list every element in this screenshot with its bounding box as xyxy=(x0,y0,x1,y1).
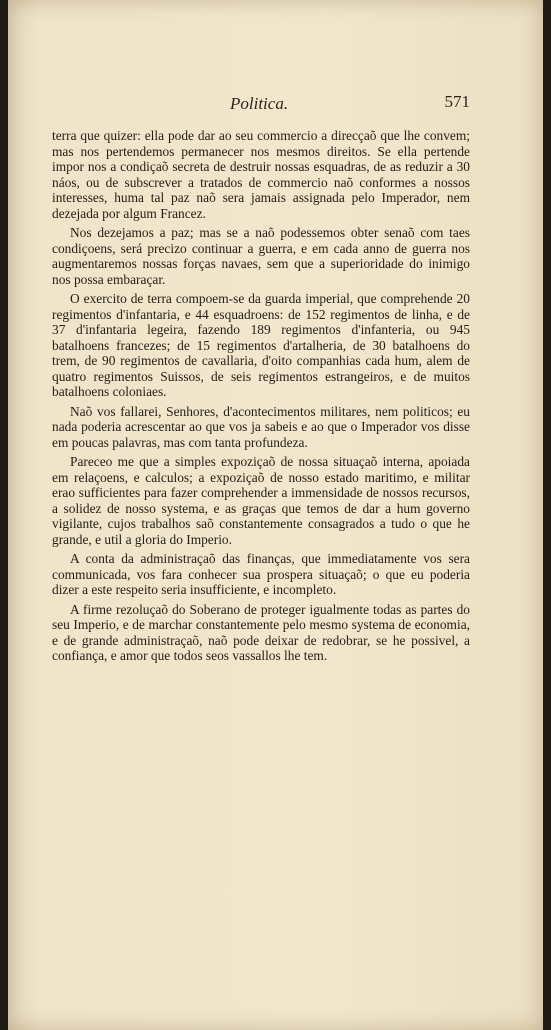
paragraph: terra que quizer: ella pode dar ao seu commercio a direcçaõ que lhe convem; mas nos pertendemos permanecer nos mesmos direitos. Se ella pertende impor nos a condiçaõ secreta de destruir nossas esquadras, de as reduzir a 30 náos, ou de subscrever a tratados de commercio naõ conformes a nossos interesses, huma tal paz naõ sera jamais assignada pelo Imperador, nem dezejada por algum Francez. xyxy=(52,128,470,221)
paragraph: A firme rezoluçaõ do Soberano de proteger igualmente todas as partes do seu Imperio, e de marchar constantemente pelo mesmo systema de economia, e de grande administraçaõ, naõ pode deixar de redobrar, se he possivel, a confiança, e amor que todos seos vassallos lhe tem. xyxy=(52,601,470,663)
paragraph: Naõ vos fallarei, Senhores, d'acontecimentos militares, nem politicos; eu nada poderia acrescentar ao que vos ja sabeis e ao que o Imperador vos disse em poucas palavras, mas com tanta profundeza. xyxy=(52,403,470,450)
page-number: 571 xyxy=(444,92,470,111)
paragraph: Pareceo me que a simples expoziçaõ de nossa situaçaõ interna, apoiada em relaçoens, e calculos; a expoziçaõ de nosso estado maritimo, e militar erao sufficientes para fazer comprehender a immensidade de nossos recursos, a solidez de nosso systema, e as graças que temos de dar a hum governo vigilante, cujos trabalhos saõ constantemente consagrados a tudo o que he grande, e util a gloria do Imperio. xyxy=(52,454,470,547)
paragraph: Nos dezejamos a paz; mas se a naõ podessemos obter senaõ com taes condiçoens, será precizo continuar a guerra, e em cada anno de guerra nos augmentaremos nossas forças navaes, sem que a superioridade do inimigo nos possa embaraçar. xyxy=(52,225,470,287)
book-page xyxy=(8,0,543,1030)
paragraph: A conta da administraçaõ das finanças, que immediatamente vos sera communicada, vos fara conhecer sua prospera situaçaõ; o que eu poderia dizer a este respeito seria insufficiente, e incompleto. xyxy=(52,551,470,597)
body-text xyxy=(52,128,470,668)
page-content xyxy=(52,92,470,663)
paragraph: O exercito de terra compoem-se da guarda imperial, que comprehende 20 regimentos d'infantaria, e 44 esquadroens: de 152 regimentos de linha, e de 37 d'infantaria legeira, fazendo 189 regimentos d'infanteria, ou 945 batalhoens francezes; de 15 regimentos d'artalheria, de 30 batalhoens do trem, de 90 regimentos de cavallaria, d'oito companhias cada hum, alem de quatro regimentos Suissos, de seis regimentos estrangeiros, e de muitos batalhoens coloniaes. xyxy=(52,291,470,399)
running-title: Politica. xyxy=(230,94,289,113)
page-header xyxy=(52,94,470,118)
